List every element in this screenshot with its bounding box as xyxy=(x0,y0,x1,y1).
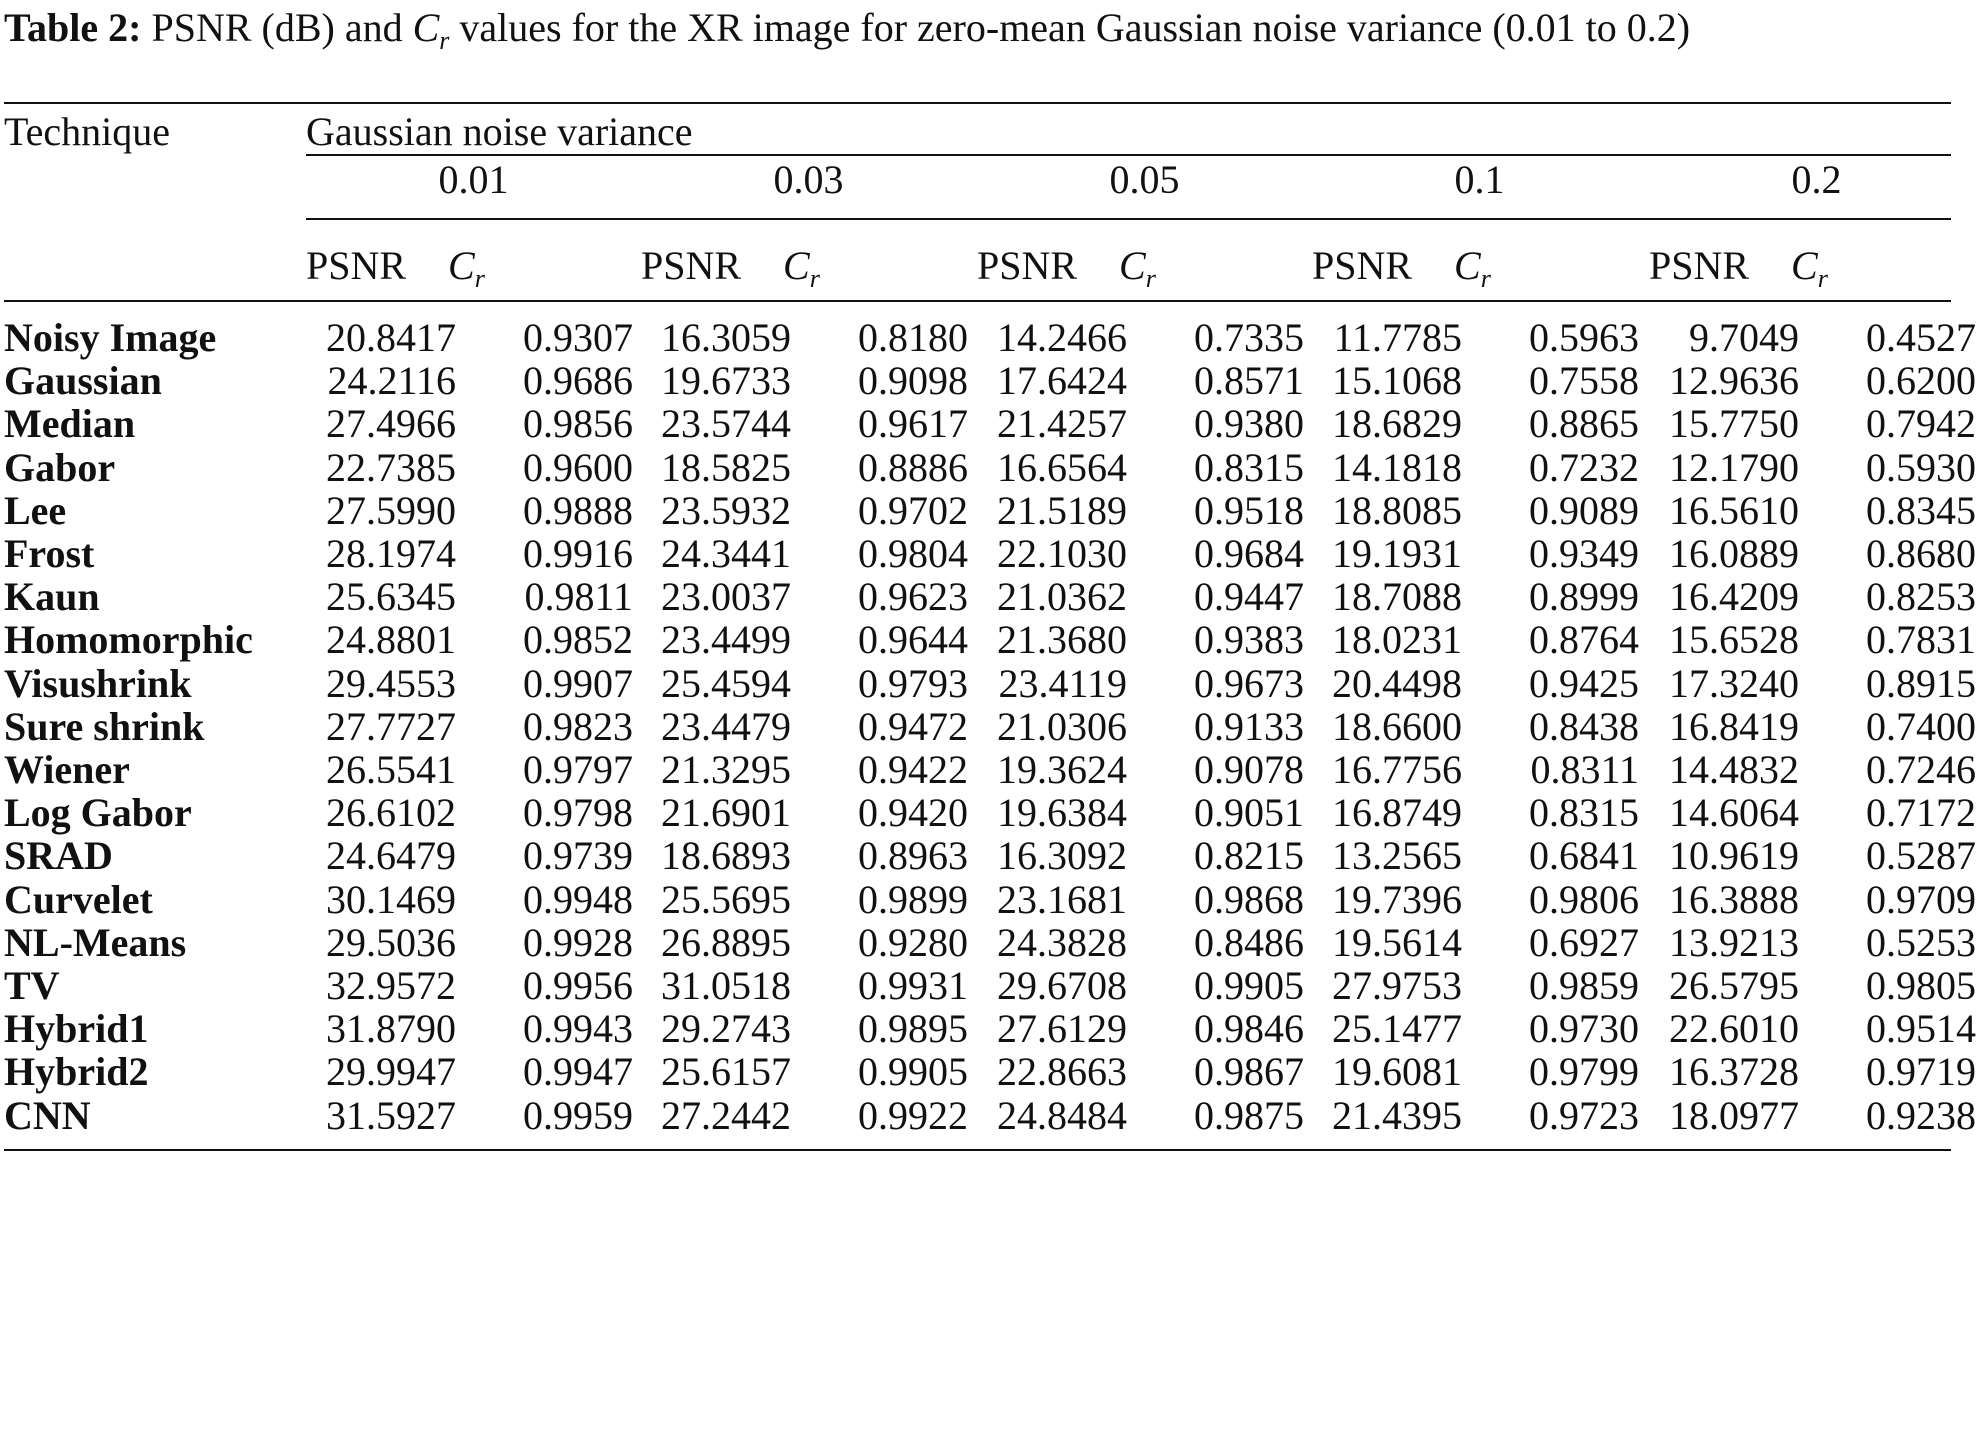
psnr-value: 24.2116 xyxy=(327,358,456,403)
psnr-header-1: PSNR xyxy=(641,243,742,288)
cr-value: 0.7232 xyxy=(1529,445,1639,490)
caption-label: Table 2: xyxy=(4,5,142,50)
variance-header-2: 0.05 xyxy=(1109,157,1180,202)
cr-value: 0.9098 xyxy=(858,358,968,403)
psnr-value: 18.8085 xyxy=(1332,488,1462,533)
psnr-value: 27.2442 xyxy=(661,1093,791,1138)
psnr-value: 19.6384 xyxy=(997,790,1127,835)
cr-header-0 xyxy=(448,244,485,301)
caption-cr-subscript: r xyxy=(439,26,450,55)
technique-name: Log Gabor xyxy=(4,790,192,835)
cr-value: 0.6927 xyxy=(1529,920,1639,965)
cr-value: 0.9888 xyxy=(523,488,633,533)
technique-name: Gaussian xyxy=(4,358,162,403)
cr-value: 0.8963 xyxy=(858,833,968,878)
cr-value: 0.9383 xyxy=(1194,617,1304,662)
cr-value: 0.9867 xyxy=(1194,1049,1304,1094)
cr-value: 0.7831 xyxy=(1866,617,1976,662)
psnr-value: 32.9572 xyxy=(326,963,456,1008)
cr-value: 0.8180 xyxy=(858,315,968,360)
cr-value: 0.9805 xyxy=(1866,963,1976,1008)
cr-value: 0.9600 xyxy=(523,445,633,490)
technique-header: Technique xyxy=(4,109,171,154)
psnr-value: 27.5990 xyxy=(326,488,456,533)
technique-name: Homomorphic xyxy=(4,617,253,662)
psnr-value: 26.6102 xyxy=(326,790,456,835)
technique-name: Lee xyxy=(4,488,67,533)
cr-value: 0.9684 xyxy=(1194,531,1304,576)
cr-value: 0.9811 xyxy=(524,574,633,619)
variance-header-3: 0.1 xyxy=(1454,157,1505,202)
psnr-value: 21.6901 xyxy=(661,790,791,835)
cr-value: 0.9928 xyxy=(523,920,633,965)
psnr-value: 28.1974 xyxy=(326,531,456,576)
technique-name: Wiener xyxy=(4,747,130,792)
psnr-value: 25.6345 xyxy=(326,574,456,619)
cr-value: 0.9931 xyxy=(858,963,968,1008)
psnr-value: 16.4209 xyxy=(1669,574,1799,619)
cr-value: 0.9078 xyxy=(1194,747,1304,792)
psnr-value: 19.3624 xyxy=(997,747,1127,792)
psnr-value: 29.5036 xyxy=(326,920,456,965)
cr-value: 0.9859 xyxy=(1529,963,1639,1008)
cr-header-1 xyxy=(783,244,820,301)
psnr-value: 23.4499 xyxy=(661,617,791,662)
psnr-value: 10.9619 xyxy=(1669,833,1799,878)
psnr-value: 16.5610 xyxy=(1669,488,1799,533)
cr-value: 0.8886 xyxy=(858,445,968,490)
cr-header-subscript: r xyxy=(1817,264,1828,293)
cr-header-symbol: C xyxy=(1454,243,1481,288)
psnr-value: 24.8801 xyxy=(326,617,456,662)
cr-value: 0.7172 xyxy=(1866,790,1976,835)
cr-value: 0.9806 xyxy=(1529,877,1639,922)
cr-value: 0.9644 xyxy=(858,617,968,662)
psnr-value: 15.6528 xyxy=(1669,617,1799,662)
cr-value: 0.8915 xyxy=(1866,661,1976,706)
cr-value: 0.9673 xyxy=(1194,661,1304,706)
caption-text-after: values for the XR image for zero-mean Gaussian noise variance (0.01 to 0.2) xyxy=(459,5,1691,50)
variance-header-4: 0.2 xyxy=(1791,157,1842,202)
psnr-value: 20.8417 xyxy=(326,315,456,360)
psnr-value: 12.1790 xyxy=(1669,445,1799,490)
psnr-value: 16.8749 xyxy=(1332,790,1462,835)
psnr-value: 22.1030 xyxy=(997,531,1127,576)
psnr-value: 21.3295 xyxy=(661,747,791,792)
cr-value: 0.5930 xyxy=(1866,445,1976,490)
psnr-value: 19.1931 xyxy=(1332,531,1462,576)
psnr-value: 21.4395 xyxy=(1332,1093,1462,1138)
psnr-header-4: PSNR xyxy=(1649,243,1750,288)
psnr-value: 29.4553 xyxy=(326,661,456,706)
psnr-value: 18.6600 xyxy=(1332,704,1462,749)
cr-value: 0.9472 xyxy=(858,704,968,749)
cr-value: 0.9089 xyxy=(1529,488,1639,533)
psnr-value: 23.4479 xyxy=(661,704,791,749)
psnr-value: 16.3059 xyxy=(661,315,791,360)
technique-name: NL-Means xyxy=(4,920,187,965)
psnr-value: 16.3728 xyxy=(1669,1049,1799,1094)
cr-value: 0.9051 xyxy=(1194,790,1304,835)
cr-value: 0.8486 xyxy=(1194,920,1304,965)
cr-header-4 xyxy=(1791,244,1828,301)
psnr-value: 18.5825 xyxy=(661,445,791,490)
psnr-value: 15.1068 xyxy=(1332,358,1462,403)
cr-value: 0.9730 xyxy=(1529,1006,1639,1051)
cr-value: 0.9623 xyxy=(858,574,968,619)
psnr-value: 17.3240 xyxy=(1669,661,1799,706)
psnr-value: 21.3680 xyxy=(997,617,1127,662)
psnr-value: 30.1469 xyxy=(326,877,456,922)
psnr-value: 16.8419 xyxy=(1669,704,1799,749)
psnr-value: 31.8790 xyxy=(326,1006,456,1051)
cr-value: 0.9793 xyxy=(858,661,968,706)
cr-value: 0.5963 xyxy=(1529,315,1639,360)
psnr-value: 11.7785 xyxy=(1333,315,1462,360)
cr-value: 0.9380 xyxy=(1194,401,1304,446)
cr-value: 0.8571 xyxy=(1194,358,1304,403)
psnr-value: 14.4832 xyxy=(1669,747,1799,792)
cr-header-subscript: r xyxy=(1480,264,1491,293)
cr-value: 0.8311 xyxy=(1530,747,1639,792)
psnr-value: 15.7750 xyxy=(1669,401,1799,446)
variance-header-1: 0.03 xyxy=(773,157,844,202)
psnr-value: 27.6129 xyxy=(997,1006,1127,1051)
psnr-value: 17.6424 xyxy=(997,358,1127,403)
cr-value: 0.8315 xyxy=(1529,790,1639,835)
cr-value: 0.9238 xyxy=(1866,1093,1976,1138)
cr-value: 0.8764 xyxy=(1529,617,1639,662)
psnr-value: 24.3828 xyxy=(997,920,1127,965)
cr-value: 0.8438 xyxy=(1529,704,1639,749)
psnr-value: 19.6733 xyxy=(661,358,791,403)
psnr-header-3: PSNR xyxy=(1312,243,1413,288)
cr-value: 0.9518 xyxy=(1194,488,1304,533)
psnr-value: 19.6081 xyxy=(1332,1049,1462,1094)
cr-value: 0.6200 xyxy=(1866,358,1976,403)
psnr-value: 22.8663 xyxy=(997,1049,1127,1094)
cr-value: 0.5287 xyxy=(1866,833,1976,878)
cr-header-2 xyxy=(1119,244,1156,301)
cr-value: 0.9905 xyxy=(1194,963,1304,1008)
cr-value: 0.9447 xyxy=(1194,574,1304,619)
cr-header-symbol: C xyxy=(1119,243,1146,288)
technique-name: Gabor xyxy=(4,445,116,490)
technique-name: CNN xyxy=(4,1093,91,1138)
cr-value: 0.9723 xyxy=(1529,1093,1639,1138)
psnr-value: 21.5189 xyxy=(997,488,1127,533)
psnr-value: 27.7727 xyxy=(326,704,456,749)
psnr-value: 19.7396 xyxy=(1332,877,1462,922)
cr-value: 0.9133 xyxy=(1194,704,1304,749)
cr-value: 0.9856 xyxy=(523,401,633,446)
psnr-value: 20.4498 xyxy=(1332,661,1462,706)
cr-value: 0.9719 xyxy=(1866,1049,1976,1094)
psnr-value: 16.0889 xyxy=(1669,531,1799,576)
cr-value: 0.9739 xyxy=(523,833,633,878)
psnr-value: 23.1681 xyxy=(997,877,1127,922)
psnr-value: 25.1477 xyxy=(1332,1006,1462,1051)
technique-name: Noisy Image xyxy=(4,315,217,360)
psnr-value: 14.2466 xyxy=(997,315,1127,360)
psnr-value: 18.7088 xyxy=(1332,574,1462,619)
psnr-value: 21.0362 xyxy=(997,574,1127,619)
psnr-header-0: PSNR xyxy=(306,243,407,288)
cr-value: 0.8315 xyxy=(1194,445,1304,490)
psnr-value: 9.7049 xyxy=(1689,315,1799,360)
cr-value: 0.9798 xyxy=(523,790,633,835)
cr-value: 0.9846 xyxy=(1194,1006,1304,1051)
cr-value: 0.6841 xyxy=(1529,833,1639,878)
technique-name: Kaun xyxy=(4,574,100,619)
cr-header-subscript: r xyxy=(474,264,485,293)
psnr-value: 16.3092 xyxy=(997,833,1127,878)
cr-value: 0.8865 xyxy=(1529,401,1639,446)
cr-value: 0.9868 xyxy=(1194,877,1304,922)
cr-value: 0.8215 xyxy=(1194,833,1304,878)
cr-value: 0.9280 xyxy=(858,920,968,965)
cr-value: 0.9943 xyxy=(523,1006,633,1051)
psnr-value: 14.1818 xyxy=(1332,445,1462,490)
cr-value: 0.9907 xyxy=(523,661,633,706)
cr-value: 0.9922 xyxy=(858,1093,968,1138)
cr-value: 0.9852 xyxy=(523,617,633,662)
technique-name: TV xyxy=(4,963,60,1008)
technique-name: Median xyxy=(4,401,136,446)
cr-value: 0.9349 xyxy=(1529,531,1639,576)
cr-value: 0.8999 xyxy=(1529,574,1639,619)
cr-value: 0.9702 xyxy=(858,488,968,533)
cr-value: 0.7400 xyxy=(1866,704,1976,749)
psnr-value: 18.6893 xyxy=(661,833,791,878)
variance-rule xyxy=(306,218,1951,220)
cr-value: 0.9948 xyxy=(523,877,633,922)
psnr-value: 18.0977 xyxy=(1669,1093,1799,1138)
psnr-value: 22.7385 xyxy=(326,445,456,490)
cr-value: 0.9895 xyxy=(858,1006,968,1051)
header-bottom-rule xyxy=(4,300,1951,302)
cr-value: 0.9875 xyxy=(1194,1093,1304,1138)
cr-value: 0.9422 xyxy=(858,747,968,792)
cr-value: 0.8345 xyxy=(1866,488,1976,533)
cr-value: 0.9686 xyxy=(523,358,633,403)
cr-value: 0.9514 xyxy=(1866,1006,1976,1051)
technique-name: SRAD xyxy=(4,833,113,878)
psnr-value: 26.8895 xyxy=(661,920,791,965)
table-caption xyxy=(4,0,1949,68)
cr-value: 0.8680 xyxy=(1866,531,1976,576)
psnr-value: 29.6708 xyxy=(997,963,1127,1008)
psnr-value: 25.4594 xyxy=(661,661,791,706)
psnr-value: 25.5695 xyxy=(661,877,791,922)
cr-value: 0.9956 xyxy=(523,963,633,1008)
caption-cr-symbol: C xyxy=(412,5,440,50)
variance-header-0: 0.01 xyxy=(438,157,509,202)
psnr-value: 31.5927 xyxy=(326,1093,456,1138)
cr-value: 0.9709 xyxy=(1866,877,1976,922)
gaussian-noise-variance-header: Gaussian noise variance xyxy=(306,109,693,154)
psnr-value: 23.0037 xyxy=(661,574,791,619)
psnr-value: 19.5614 xyxy=(1332,920,1462,965)
cr-value: 0.9617 xyxy=(858,401,968,446)
cr-header-symbol: C xyxy=(448,243,475,288)
cr-header-symbol: C xyxy=(783,243,810,288)
cr-value: 0.9959 xyxy=(523,1093,633,1138)
bottom-rule xyxy=(4,1149,1951,1151)
cr-value: 0.4527 xyxy=(1866,315,1976,360)
psnr-value: 24.8484 xyxy=(997,1093,1127,1138)
top-rule xyxy=(4,102,1951,104)
psnr-value: 26.5541 xyxy=(326,747,456,792)
psnr-value: 23.4119 xyxy=(998,661,1127,706)
technique-name: Sure shrink xyxy=(4,704,205,749)
psnr-value: 21.0306 xyxy=(997,704,1127,749)
cr-value: 0.9905 xyxy=(858,1049,968,1094)
cr-value: 0.9947 xyxy=(523,1049,633,1094)
caption-text-before: PSNR (dB) and xyxy=(151,5,403,50)
psnr-value: 14.6064 xyxy=(1669,790,1799,835)
cr-value: 0.7942 xyxy=(1866,401,1976,446)
psnr-value: 27.4966 xyxy=(326,401,456,446)
psnr-value: 12.9636 xyxy=(1669,358,1799,403)
cr-header-subscript: r xyxy=(809,264,820,293)
technique-name: Frost xyxy=(4,531,95,576)
psnr-value: 26.5795 xyxy=(1669,963,1799,1008)
psnr-value: 18.0231 xyxy=(1332,617,1462,662)
cr-value: 0.9899 xyxy=(858,877,968,922)
technique-name: Hybrid2 xyxy=(4,1049,149,1094)
psnr-value: 24.3441 xyxy=(661,531,791,576)
psnr-value: 23.5932 xyxy=(661,488,791,533)
cr-value: 0.9799 xyxy=(1529,1049,1639,1094)
cr-value: 0.8253 xyxy=(1866,574,1976,619)
psnr-value: 21.4257 xyxy=(997,401,1127,446)
technique-name: Visushrink xyxy=(4,661,192,706)
psnr-value: 23.5744 xyxy=(661,401,791,446)
psnr-value: 24.6479 xyxy=(326,833,456,878)
psnr-value: 16.6564 xyxy=(997,445,1127,490)
cr-value: 0.9425 xyxy=(1529,661,1639,706)
cr-value: 0.9916 xyxy=(523,531,633,576)
cr-value: 0.9307 xyxy=(523,315,633,360)
psnr-value: 22.6010 xyxy=(1669,1006,1799,1051)
psnr-value: 29.9947 xyxy=(326,1049,456,1094)
cr-value: 0.9804 xyxy=(858,531,968,576)
cr-value: 0.7335 xyxy=(1194,315,1304,360)
cr-header-symbol: C xyxy=(1791,243,1818,288)
psnr-value: 29.2743 xyxy=(661,1006,791,1051)
psnr-value: 13.9213 xyxy=(1669,920,1799,965)
psnr-value: 31.0518 xyxy=(661,963,791,1008)
psnr-value: 25.6157 xyxy=(661,1049,791,1094)
cr-value: 0.9823 xyxy=(523,704,633,749)
cr-value: 0.5253 xyxy=(1866,920,1976,965)
technique-name: Curvelet xyxy=(4,877,153,922)
psnr-header-2: PSNR xyxy=(977,243,1078,288)
cr-value: 0.9420 xyxy=(858,790,968,835)
psnr-value: 18.6829 xyxy=(1332,401,1462,446)
psnr-value: 16.7756 xyxy=(1332,747,1462,792)
cr-value: 0.9797 xyxy=(523,747,633,792)
psnr-value: 16.3888 xyxy=(1669,877,1799,922)
cr-header-subscript: r xyxy=(1145,264,1156,293)
group-rule xyxy=(306,154,1951,156)
cr-value: 0.7246 xyxy=(1866,747,1976,792)
cr-header-3 xyxy=(1454,244,1491,301)
technique-name: Hybrid1 xyxy=(4,1006,149,1051)
psnr-value: 13.2565 xyxy=(1332,833,1462,878)
cr-value: 0.7558 xyxy=(1529,358,1639,403)
psnr-value: 27.9753 xyxy=(1332,963,1462,1008)
